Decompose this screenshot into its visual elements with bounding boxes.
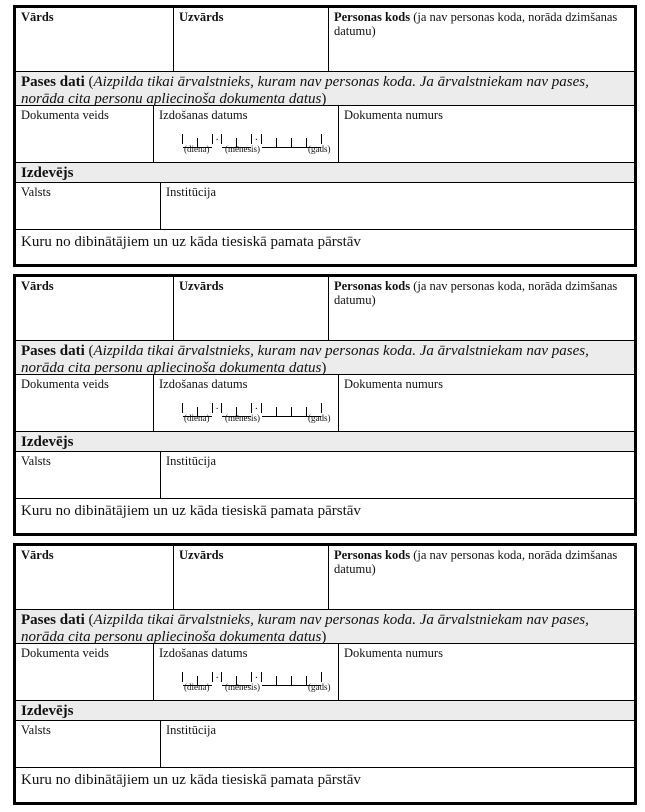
uzvards-field[interactable] (173, 277, 328, 340)
dokumenta-numurs-field[interactable] (338, 644, 634, 700)
institucija-label: Institūcija (166, 454, 216, 468)
dokumenta-veids-label: Dokumenta veids (21, 108, 109, 122)
dokumenta-numurs-label: Dokumenta numurs (344, 108, 443, 122)
document-row (16, 375, 634, 432)
izdosanas-datums-field[interactable] (153, 375, 338, 431)
institucija-label: Institūcija (166, 185, 216, 199)
uzvards-label: Uzvārds (179, 548, 224, 562)
menesis-label: (mēnesis) (225, 144, 260, 154)
parstav-label: Kuru no dibinātājiem un uz kāda tiesiskā pamata pārstāv (21, 503, 361, 519)
izdosanas-datums-field[interactable] (153, 644, 338, 700)
dokumenta-veids-field[interactable] (16, 644, 153, 700)
valsts-field[interactable] (16, 183, 160, 229)
parstav-field[interactable] (16, 230, 634, 264)
parstav-label: Kuru no dibinātājiem un uz kāda tiesiskā pamata pārstāv (21, 234, 361, 250)
gads-label: (gads) (308, 413, 331, 423)
issuer-row (16, 721, 634, 768)
vards-label: Vārds (21, 10, 54, 24)
dokumenta-veids-field[interactable] (16, 106, 153, 162)
name-row (16, 277, 634, 341)
founder-representative-block (13, 274, 637, 536)
uzvards-field[interactable] (173, 8, 328, 71)
menesis-label: (mēnesis) (225, 682, 260, 692)
issuer-row (16, 183, 634, 230)
document-row (16, 106, 634, 163)
vards-label: Vārds (21, 548, 54, 562)
pases-dati-header: Pases dati (Aizpilda tikai ārvalstnieks, kuram nav personas koda. Ja ārvalstniekam nav pases, norāda cita personu apliecinoša dokumenta datus) (16, 610, 634, 644)
institucija-field[interactable] (160, 183, 634, 229)
dokumenta-numurs-label: Dokumenta numurs (344, 646, 443, 660)
uzvards-label: Uzvārds (179, 10, 224, 24)
izdosanas-datums-label: Izdošanas datums (159, 646, 248, 660)
valsts-field[interactable] (16, 452, 160, 498)
personas-kods-field[interactable] (328, 8, 634, 71)
gads-label: (gads) (308, 144, 331, 154)
valsts-label: Valsts (21, 454, 51, 468)
izdevejs-label: Izdevējs (21, 434, 74, 450)
personas-kods-note: (ja nav personas koda, norāda dzimšanas datumu) (334, 548, 618, 576)
dokumenta-numurs-field[interactable] (338, 106, 634, 162)
dokumenta-veids-label: Dokumenta veids (21, 377, 109, 391)
pases-dati-note: Aizpilda tikai ārvalstnieks, kuram nav personas koda. Ja ārvalstniekam nav pases, norāda cita personu apliecinoša dokumenta datus (21, 612, 589, 645)
uzvards-field[interactable] (173, 546, 328, 609)
parstav-field[interactable] (16, 499, 634, 533)
dokumenta-veids-label: Dokumenta veids (21, 646, 109, 660)
izdevejs-header (16, 432, 634, 452)
izdosanas-datums-label: Izdošanas datums (159, 108, 248, 122)
menesis-label: (mēnesis) (225, 413, 260, 423)
name-row (16, 546, 634, 610)
parstav-field[interactable] (16, 768, 634, 802)
date-boxes[interactable]: . . (diena) (mēnesis) (gads) (184, 400, 331, 423)
diena-label: (diena) (184, 413, 210, 423)
dokumenta-numurs-field[interactable] (338, 375, 634, 431)
vards-label: Vārds (21, 279, 54, 293)
pases-dati-header: Pases dati (Aizpilda tikai ārvalstnieks, kuram nav personas koda. Ja ārvalstniekam nav pases, norāda cita personu apliecinoša dokumenta datus) (16, 341, 634, 375)
founder-representative-block (13, 543, 637, 805)
pases-dati-note: Aizpilda tikai ārvalstnieks, kuram nav personas koda. Ja ārvalstniekam nav pases, norāda cita personu apliecinoša dokumenta datus (21, 343, 589, 376)
date-boxes[interactable]: . . (diena) (mēnesis) (gads) (184, 131, 331, 154)
pases-dati-header: Pases dati (Aizpilda tikai ārvalstnieks, kuram nav personas koda. Ja ārvalstniekam nav pases, norāda cita personu apliecinoša dokumenta datus) (16, 72, 634, 106)
diena-label: (diena) (184, 682, 210, 692)
izdosanas-datums-field[interactable] (153, 106, 338, 162)
issuer-row (16, 452, 634, 499)
diena-label: (diena) (184, 144, 210, 154)
izdevejs-label: Izdevējs (21, 165, 74, 181)
institucija-field[interactable] (160, 452, 634, 498)
izdevejs-header (16, 701, 634, 721)
valsts-field[interactable] (16, 721, 160, 767)
vards-field[interactable] (16, 277, 173, 340)
dokumenta-numurs-label: Dokumenta numurs (344, 377, 443, 391)
institucija-label: Institūcija (166, 723, 216, 737)
vards-field[interactable] (16, 8, 173, 71)
vards-field[interactable] (16, 546, 173, 609)
parstav-label: Kuru no dibinātājiem un uz kāda tiesiskā pamata pārstāv (21, 772, 361, 788)
document-row (16, 644, 634, 701)
personas-kods-note: (ja nav personas koda, norāda dzimšanas datumu) (334, 279, 618, 307)
founder-representative-block (13, 5, 637, 267)
izdevejs-header (16, 163, 634, 183)
personas-kods-field[interactable] (328, 277, 634, 340)
izdosanas-datums-label: Izdošanas datums (159, 377, 248, 391)
personas-kods-label: Personas kods (334, 548, 411, 562)
gads-label: (gads) (308, 682, 331, 692)
date-boxes[interactable]: . . (diena) (mēnesis) (gads) (184, 669, 331, 692)
valsts-label: Valsts (21, 723, 51, 737)
personas-kods-label: Personas kods (334, 10, 411, 24)
personas-kods-note: (ja nav personas koda, norāda dzimšanas datumu) (334, 10, 618, 38)
valsts-label: Valsts (21, 185, 51, 199)
uzvards-label: Uzvārds (179, 279, 224, 293)
personas-kods-label: Personas kods (334, 279, 411, 293)
izdevejs-label: Izdevējs (21, 703, 74, 719)
institucija-field[interactable] (160, 721, 634, 767)
pases-dati-label: Pases dati (21, 612, 85, 628)
dokumenta-veids-field[interactable] (16, 375, 153, 431)
personas-kods-field[interactable] (328, 546, 634, 609)
name-row (16, 8, 634, 72)
pases-dati-label: Pases dati (21, 343, 85, 359)
pases-dati-note: Aizpilda tikai ārvalstnieks, kuram nav personas koda. Ja ārvalstniekam nav pases, norāda cita personu apliecinoša dokumenta datus (21, 74, 589, 107)
pases-dati-label: Pases dati (21, 74, 85, 90)
